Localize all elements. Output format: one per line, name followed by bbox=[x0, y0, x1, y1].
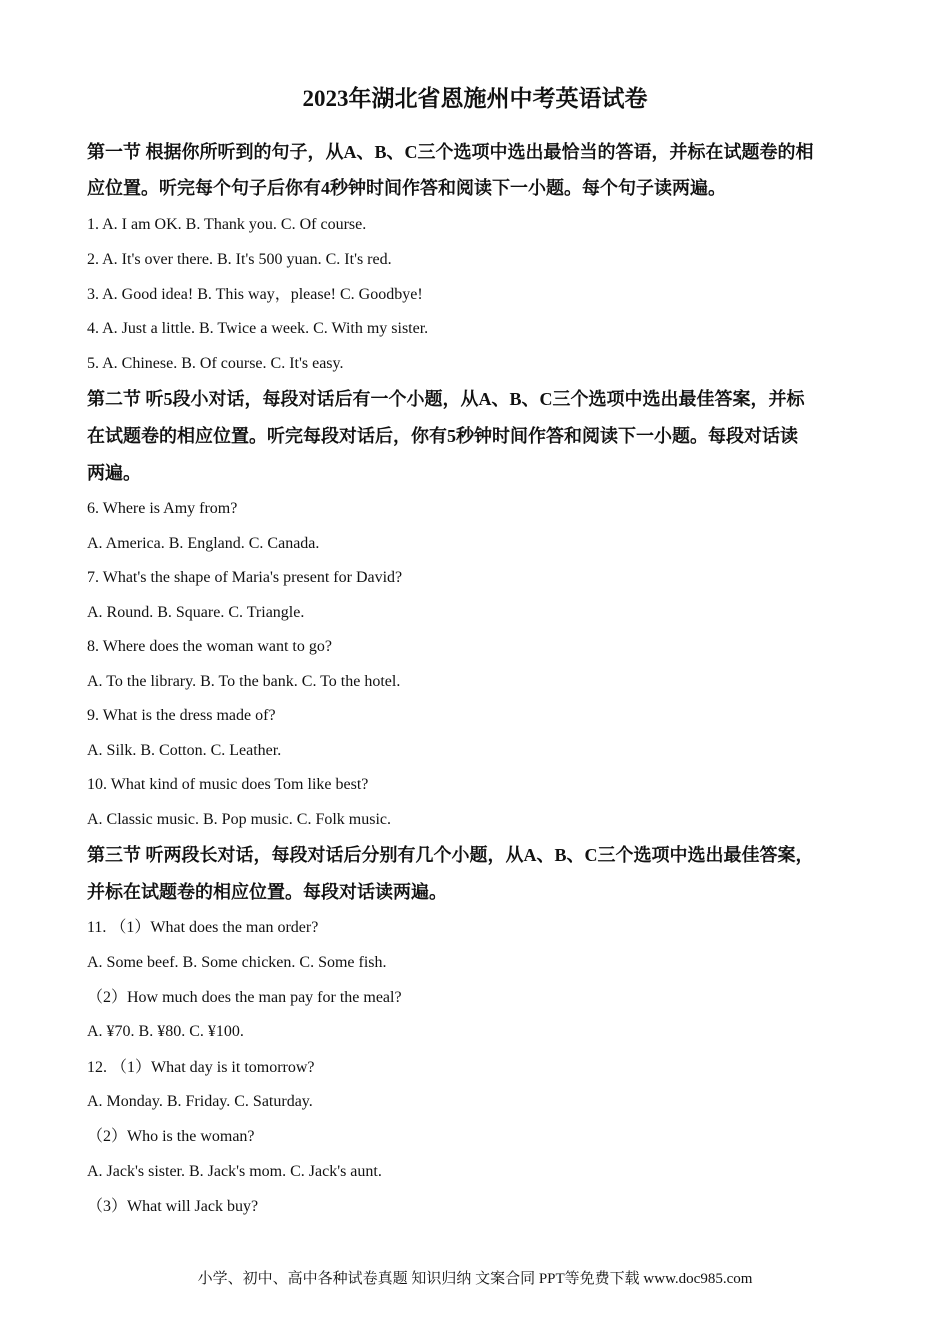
section-3-heading-line-1: 第三节 听两段长对话，每段对话后分别有几个小题，从A、B、C三个选项中选出最佳答案， bbox=[87, 845, 814, 865]
question-line: （3）What will Jack buy? bbox=[87, 1198, 259, 1215]
answer-options-line: A. Silk. B. Cotton. C. Leather. bbox=[87, 742, 282, 759]
answer-options-line: A. Jack's sister. B. Jack's mom. C. Jack's aunt. bbox=[87, 1163, 382, 1180]
question-line: 7. What's the shape of Maria's present for David? bbox=[87, 569, 403, 586]
answer-options-line: A. Classic music. B. Pop music. C. Folk music. bbox=[87, 811, 392, 828]
question-line: 4. A. Just a little. B. Twice a week. C. With my sister. bbox=[87, 320, 429, 337]
question-line: 11. （1）What does the man order? bbox=[87, 919, 319, 936]
question-line: 8. Where does the woman want to go? bbox=[87, 638, 332, 655]
question-line: （2）How much does the man pay for the meal? bbox=[87, 989, 402, 1006]
section-2-heading-line-1: 第二节 听5段小对话，每段对话后有一个小题，从A、B、C三个选项中选出最佳答案，并标 bbox=[87, 389, 805, 409]
page-title: 2023年湖北省恩施州中考英语试卷 bbox=[302, 86, 648, 111]
question-line: 5. A. Chinese. B. Of course. C. It's easy. bbox=[87, 355, 344, 372]
section-2-heading-line-3: 两遍。 bbox=[87, 463, 141, 483]
question-line: 10. What kind of music does Tom like best? bbox=[87, 776, 369, 793]
question-line: 12. （1）What day is it tomorrow? bbox=[87, 1059, 315, 1076]
answer-options-line: A. To the library. B. To the bank. C. To the hotel. bbox=[87, 673, 401, 690]
page-footer: 小学、初中、高中各种试卷真题 知识归纳 文案合同 PPT等免费下载 www.doc985.com bbox=[197, 1271, 753, 1287]
answer-options-line: A. America. B. England. C. Canada. bbox=[87, 535, 320, 552]
section-2-heading-line-2: 在试题卷的相应位置。听完每段对话后，你有5秒钟时间作答和阅读下一小题。每段对话读 bbox=[87, 426, 798, 446]
question-line: 9. What is the dress made of? bbox=[87, 707, 276, 724]
question-line: 6. Where is Amy from? bbox=[87, 500, 238, 517]
question-line: 3. A. Good idea! B. This way，please! C. Goodbye! bbox=[87, 286, 423, 303]
section-1-heading-line-1: 第一节 根据你所听到的句子，从A、B、C三个选项中选出最恰当的答语，并标在试题卷的相 bbox=[87, 142, 814, 162]
answer-options-line: A. ¥70. B. ¥80. C. ¥100. bbox=[87, 1023, 244, 1040]
answer-options-line: A. Monday. B. Friday. C. Saturday. bbox=[87, 1093, 313, 1110]
question-line: 2. A. It's over there. B. It's 500 yuan. C. It's red. bbox=[87, 251, 392, 268]
section-3-heading-line-2: 并标在试题卷的相应位置。每段对话读两遍。 bbox=[87, 882, 447, 902]
answer-options-line: A. Some beef. B. Some chicken. C. Some fish. bbox=[87, 954, 387, 971]
question-line: 1. A. I am OK. B. Thank you. C. Of course. bbox=[87, 216, 367, 233]
section-1-heading-line-2: 应位置。听完每个句子后你有4秒钟时间作答和阅读下一小题。每个句子读两遍。 bbox=[87, 178, 726, 198]
answer-options-line: A. Round. B. Square. C. Triangle. bbox=[87, 604, 305, 621]
question-line: （2）Who is the woman? bbox=[87, 1128, 255, 1145]
